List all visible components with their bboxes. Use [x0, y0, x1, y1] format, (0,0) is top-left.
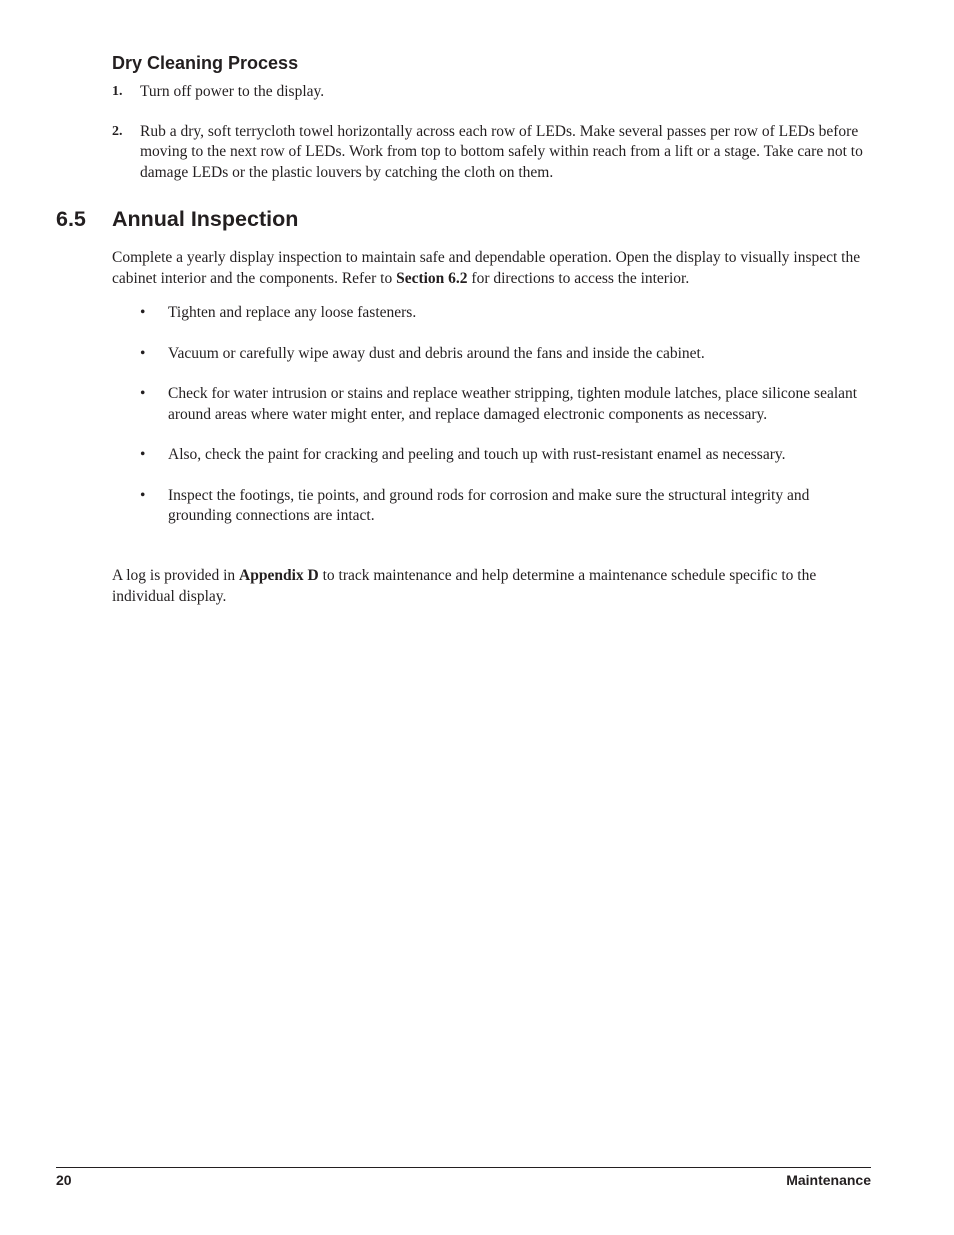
bullet-text: Also, check the paint for cracking and peeling and touch up with rust-resistant enamel as necessary. [168, 446, 786, 463]
bullet-text: Inspect the footings, tie points, and ground rods for corrosion and make sure the structural integrity and grounding connections are intact. [168, 486, 810, 524]
bullet-icon: • [140, 446, 146, 463]
bullet-text: Check for water intrusion or stains and replace weather stripping, tighten module latches, place silicone sealant around areas where water might enter, and replace damaged electronic components as necessary. [168, 385, 858, 423]
intro-text-end: for directions to access the interior. [467, 269, 690, 287]
footer-divider [56, 1167, 871, 1168]
step-text: Turn off power to the display. [140, 83, 325, 100]
list-item [140, 344, 875, 365]
bullet-icon: • [140, 304, 146, 321]
list-item [140, 445, 875, 466]
bullet-icon: • [140, 385, 146, 402]
dry-cleaning-steps [112, 82, 872, 183]
list-item [140, 384, 875, 425]
closing-text-end: to track maintenance and help determine a maintenance schedule specific to the individual display. [112, 567, 817, 605]
step-text: Rub a dry, soft terrycloth towel horizontally across each row of LEDs. Make several passes per row of LEDs before moving to the next row of LEDs. Work from top to bottom safely within reach from a lift or a stage. Take care not to damage LEDs or the plastic louvers by catching the cloth on them. [140, 122, 863, 181]
page-number: 20 [56, 1172, 72, 1188]
section-title: Annual Inspection [112, 207, 299, 231]
list-item [140, 486, 875, 527]
intro-paragraph [112, 248, 877, 289]
intro-text: Complete a yearly display inspection to maintain safe and dependable operation. Open the display to visually inspect the cabinet interior and the components. Refer to [112, 249, 861, 287]
step-number: 1. [112, 84, 123, 99]
list-item [112, 82, 872, 103]
appendix-reference-link[interactable]: Appendix D [239, 567, 319, 584]
list-item [112, 122, 872, 184]
dry-cleaning-heading: Dry Cleaning Process [112, 53, 299, 73]
section-reference-link[interactable]: Section 6.2 [396, 269, 468, 287]
footer-chapter-title: Maintenance [786, 1172, 871, 1188]
bullet-text: Vacuum or carefully wipe away dust and debris around the fans and inside the cabinet. [168, 344, 705, 362]
closing-paragraph [112, 566, 877, 607]
step-number: 2. [112, 123, 123, 139]
section-number: 6.5 [56, 207, 86, 231]
inspection-checklist [140, 303, 875, 527]
section-heading [56, 206, 298, 232]
bullet-text: Tighten and replace any loose fasteners. [168, 304, 417, 321]
list-item [140, 303, 875, 324]
bullet-icon: • [140, 344, 146, 362]
closing-text: A log is provided in [112, 567, 240, 584]
bullet-icon: • [140, 486, 146, 504]
